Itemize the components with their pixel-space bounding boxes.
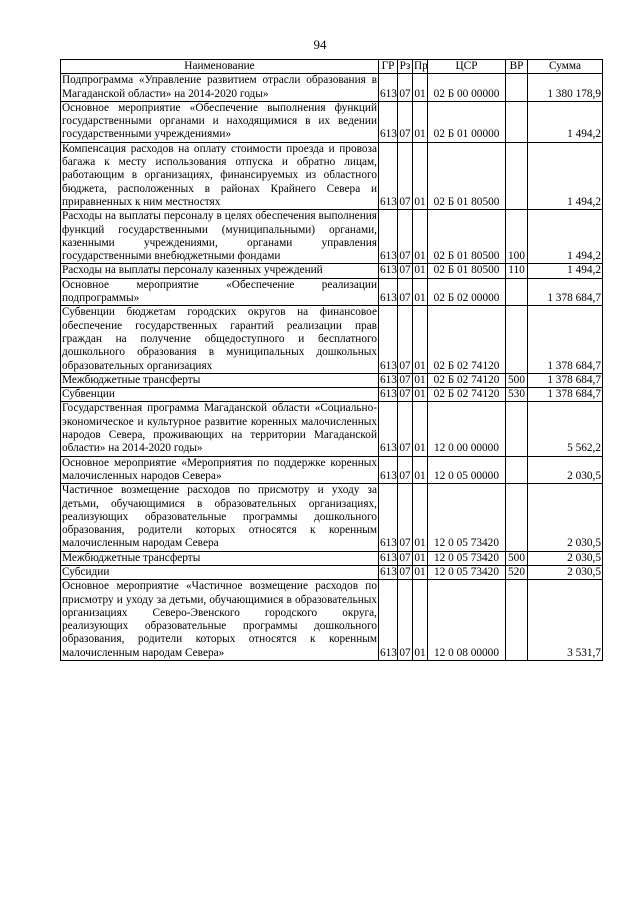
cell-vr xyxy=(506,484,528,551)
cell-vr xyxy=(506,101,528,142)
cell-rz: 07 xyxy=(399,264,411,277)
cell-rz: 07 xyxy=(398,456,413,484)
cell-gr: 613 xyxy=(379,101,398,142)
table-body xyxy=(61,74,603,661)
cell-name: Основное мероприятие «Частичное возмещение расходов по присмотру и уходу за детьми, обучающимися в образовательных организациях Северо-Эвенского городского округа, реализующих образовательные программы дошкольного образования, родители которых относятся к коренным малочисленным народам Севера» xyxy=(62,580,377,659)
table-row xyxy=(61,388,603,402)
cell-csr: 02 Б 01 80500 xyxy=(428,264,506,278)
table-row xyxy=(61,278,603,306)
cell-rz: 07 xyxy=(398,210,413,264)
cell-gr: 613 xyxy=(380,388,397,401)
cell-csr: 02 Б 01 80500 xyxy=(428,142,506,209)
cell-vr xyxy=(506,74,528,102)
table-row xyxy=(61,551,603,565)
cell-vr: 110 xyxy=(506,264,528,278)
cell-gr: 613 xyxy=(379,580,398,661)
cell-pr: 01 xyxy=(414,388,426,401)
table-header-row xyxy=(61,60,603,74)
cell-vr: 520 xyxy=(506,565,528,579)
cell-sum: 5 562,2 xyxy=(528,402,603,456)
cell-vr xyxy=(506,456,528,484)
header-vr: ВР xyxy=(506,60,528,74)
cell-csr: 12 0 00 00000 xyxy=(428,402,506,456)
cell-rz: 07 xyxy=(398,484,413,551)
cell-pr: 01 xyxy=(413,74,428,102)
cell-pr: 01 xyxy=(413,210,428,264)
cell-name: Основное мероприятие «Обеспечение реализации подпрограммы» xyxy=(62,278,377,305)
cell-vr: 500 xyxy=(506,373,528,387)
cell-gr: 613 xyxy=(380,565,397,578)
cell-name: Государственная программа Магаданской области «Социально-экономическое и культурное развитие коренных малочисленных народов Севера, проживающих на территории Магаданской области» на 2014-2020 годы» xyxy=(62,402,377,455)
cell-sum: 2 030,5 xyxy=(528,456,603,484)
cell-sum: 2 030,5 xyxy=(528,565,603,579)
cell-rz: 07 xyxy=(399,373,411,386)
cell-gr: 613 xyxy=(379,210,398,264)
cell-vr: 530 xyxy=(506,388,528,402)
table-row xyxy=(61,264,603,278)
table-row xyxy=(61,373,603,387)
header-rz: Рз xyxy=(398,60,413,74)
page-number: 94 xyxy=(313,37,327,52)
cell-name: Подпрограмма «Управление развитием отрасли образования в Магаданской области» на 2014-2020 годы» xyxy=(62,74,377,100)
cell-pr: 01 xyxy=(413,101,428,142)
cell-sum: 1 378 684,7 xyxy=(528,278,603,306)
cell-vr xyxy=(506,306,528,373)
header-csr: ЦСР xyxy=(428,60,506,74)
cell-pr: 01 xyxy=(413,142,428,209)
cell-gr: 613 xyxy=(379,484,398,551)
budget-table xyxy=(60,59,603,661)
cell-pr: 01 xyxy=(413,402,428,456)
cell-csr: 02 Б 00 00000 xyxy=(428,74,506,102)
cell-gr: 613 xyxy=(379,456,398,484)
cell-pr: 01 xyxy=(413,484,428,551)
cell-rz: 07 xyxy=(399,388,411,401)
cell-sum: 3 531,7 xyxy=(528,580,603,661)
header-name: Наименование xyxy=(61,60,379,74)
header-sum: Сумма xyxy=(528,60,603,74)
cell-sum: 1 494,2 xyxy=(528,142,603,209)
cell-rz: 07 xyxy=(399,565,411,578)
cell-gr: 613 xyxy=(380,373,397,386)
cell-sum: 1 378 684,7 xyxy=(528,373,603,387)
cell-vr xyxy=(506,580,528,661)
cell-sum: 2 030,5 xyxy=(528,484,603,551)
cell-pr: 01 xyxy=(413,306,428,373)
header-gr: ГР xyxy=(379,60,398,74)
cell-name: Субвенции xyxy=(61,388,379,402)
header-pr: Пр xyxy=(414,60,428,72)
cell-vr xyxy=(506,278,528,306)
cell-sum: 2 030,5 xyxy=(528,551,603,565)
cell-csr: 02 Б 01 80500 xyxy=(428,210,506,264)
cell-rz: 07 xyxy=(398,580,413,661)
cell-vr: 500 xyxy=(506,551,528,565)
cell-csr: 02 Б 02 74120 xyxy=(428,373,506,387)
cell-gr: 613 xyxy=(380,264,397,277)
table-row xyxy=(61,306,603,373)
cell-gr: 613 xyxy=(380,551,397,564)
cell-gr: 613 xyxy=(379,306,398,373)
cell-name: Основное мероприятие «Обеспечение выполнения функций государственными органами и находящимися в их ведении государственными учреждениями» xyxy=(62,101,377,141)
cell-name: Частичное возмещение расходов по присмотру и уходу за детьми, обучающимися в образовательных организациях, реализующих образовательные программы дошкольного образования, родители которых относятся к коренным малочисленным народам Севера xyxy=(62,484,377,550)
cell-sum: 1 494,2 xyxy=(528,264,603,278)
table-row xyxy=(61,484,603,551)
cell-rz: 07 xyxy=(398,101,413,142)
cell-sum: 1 494,2 xyxy=(528,101,603,142)
cell-csr: 02 Б 01 00000 xyxy=(428,101,506,142)
cell-name: Межбюджетные трансферты xyxy=(61,373,379,387)
cell-name: Субвенции бюджетам городских округов на финансовое обеспечение государственных гарантий реализации прав граждан на получение общедоступного и бесплатного дошкольного образования в муниципальных дошкольных образовательных организациях xyxy=(62,306,377,372)
cell-rz: 07 xyxy=(399,551,411,564)
cell-gr: 613 xyxy=(379,278,398,306)
cell-rz: 07 xyxy=(398,306,413,373)
cell-gr: 613 xyxy=(379,74,398,102)
cell-csr: 02 Б 02 00000 xyxy=(428,278,506,306)
cell-sum: 1 378 684,7 xyxy=(528,306,603,373)
cell-name: Компенсация расходов на оплату стоимости проезда и провоза багажа к месту использования отпуска и обратно лицам, работающим в организациях, финансируемых из областного бюджета, расположенных в районах Крайнего Севера и приравненных к ним местностях xyxy=(62,142,377,208)
cell-rz: 07 xyxy=(398,74,413,102)
cell-csr: 12 0 05 73420 xyxy=(428,551,506,565)
table-row xyxy=(61,101,603,142)
table-row xyxy=(61,456,603,484)
cell-sum: 1 380 178,9 xyxy=(528,74,603,102)
table-row xyxy=(61,580,603,661)
cell-pr: 01 xyxy=(413,278,428,306)
cell-csr: 12 0 05 73420 xyxy=(428,484,506,551)
cell-rz: 07 xyxy=(398,278,413,306)
cell-name: Основное мероприятие «Мероприятия по поддержке коренных малочисленных народов Севера» xyxy=(62,456,377,482)
cell-pr: 01 xyxy=(413,456,428,484)
cell-sum: 1 378 684,7 xyxy=(528,388,603,402)
cell-name: Расходы на выплаты персоналу казенных учреждений xyxy=(61,264,379,278)
cell-pr: 01 xyxy=(414,373,426,386)
table-row xyxy=(61,402,603,456)
cell-gr: 613 xyxy=(379,142,398,209)
cell-csr: 02 Б 02 74120 xyxy=(428,388,506,402)
cell-pr: 01 xyxy=(414,551,426,564)
cell-rz: 07 xyxy=(398,142,413,209)
cell-name: Межбюджетные трансферты xyxy=(61,551,379,565)
cell-pr: 01 xyxy=(413,580,428,661)
cell-vr: 100 xyxy=(506,210,528,264)
table-row xyxy=(61,74,603,102)
cell-csr: 02 Б 02 74120 xyxy=(428,306,506,373)
cell-sum: 1 494,2 xyxy=(528,210,603,264)
table-row xyxy=(61,142,603,209)
cell-gr: 613 xyxy=(379,402,398,456)
cell-rz: 07 xyxy=(398,402,413,456)
cell-csr: 12 0 05 73420 xyxy=(428,565,506,579)
cell-pr: 01 xyxy=(414,565,426,578)
cell-pr: 01 xyxy=(414,264,426,277)
cell-name: Субсидии xyxy=(61,565,379,579)
cell-csr: 12 0 08 00000 xyxy=(428,580,506,661)
table-row xyxy=(61,210,603,264)
table-row xyxy=(61,565,603,579)
cell-csr: 12 0 05 00000 xyxy=(428,456,506,484)
cell-vr xyxy=(506,402,528,456)
cell-vr xyxy=(506,142,528,209)
cell-name: Расходы на выплаты персоналу в целях обеспечения выполнения функций государственными (муниципальными) органами, казенными учреждениями, органами управления государственными внебюджетными фондами xyxy=(62,210,377,263)
